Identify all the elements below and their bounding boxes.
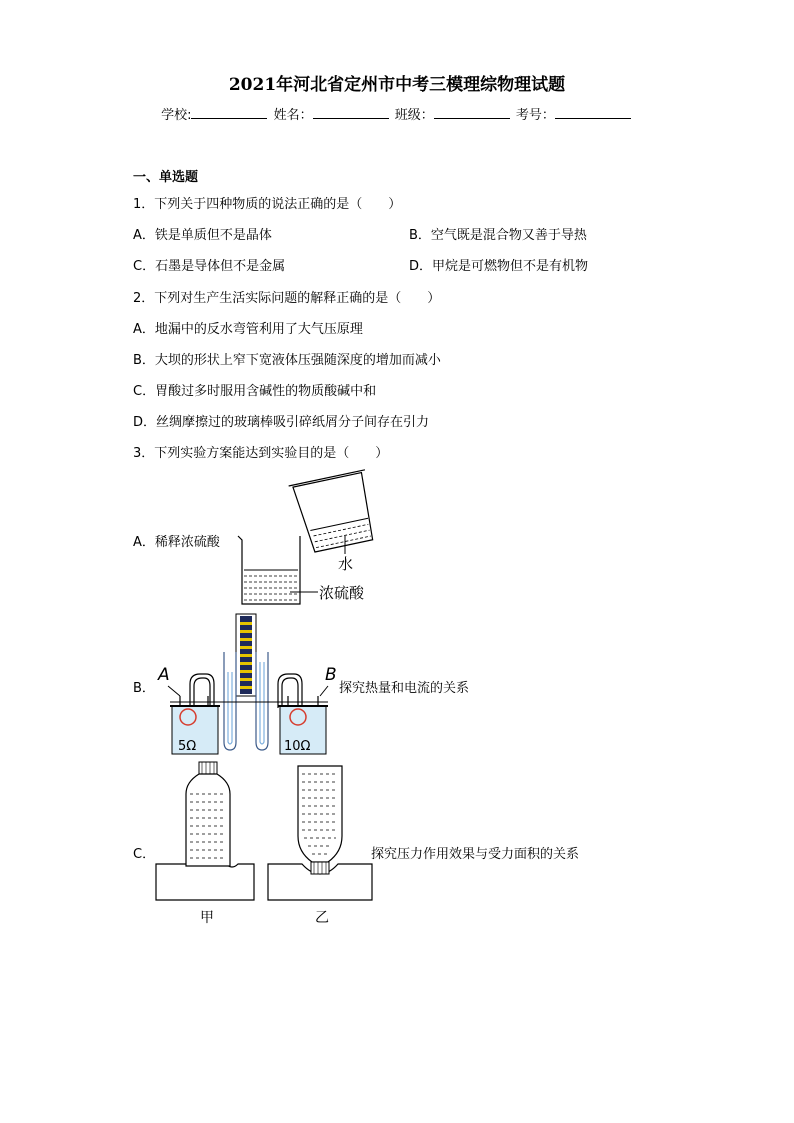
- exam-no-label: 考号：: [515, 108, 555, 123]
- name-label: 姓名：: [273, 108, 313, 123]
- receiving-beaker: [238, 536, 300, 604]
- question-1-option-d: D．甲烷是可燃物但不是有机物: [409, 259, 589, 274]
- question-3-stem: 3．下列实验方案能达到实验目的是（ ）: [133, 446, 389, 461]
- terminal-b-label: B: [325, 665, 337, 685]
- question-2-option-a: A．地漏中的反水弯管利用了大气压原理: [133, 322, 363, 337]
- dilution-figure: [230, 466, 390, 608]
- question-3-option-c-caption: 探究压力作用效果与受力面积的关系: [371, 847, 580, 862]
- section-title: 一、单选题: [133, 170, 199, 185]
- question-2-option-d: D．丝绸摩擦过的玻璃棒吸引碎纸屑分子间存在引力: [133, 415, 430, 430]
- scale-ruler: [236, 614, 256, 696]
- question-3-option-c-label: C．: [133, 847, 156, 862]
- pouring-beaker: [289, 470, 380, 555]
- name-blank: [313, 106, 389, 119]
- question-2-stem: 2．下列对生产生活实际问题的解释正确的是（ ）: [133, 291, 441, 306]
- resistor-right-label: 10Ω: [284, 739, 311, 754]
- question-1-option-b: B．空气既是混合物又善于导热: [409, 228, 587, 243]
- class-blank: [434, 106, 510, 119]
- question-3-option-a-label: A．稀释浓硫酸: [133, 535, 220, 550]
- pressure-figure: [152, 758, 376, 928]
- school-label: 学校:: [161, 108, 192, 123]
- question-3-option-b-caption: 探究热量和电流的关系: [339, 681, 470, 696]
- joule-heat-figure: [150, 612, 340, 760]
- class-label: 班级：: [394, 108, 434, 123]
- question-2-option-c: C．胃酸过多时服用含碱性的物质酸碱中和: [133, 384, 377, 399]
- student-info-line: [0, 104, 794, 123]
- resistor-left-label: 5Ω: [178, 739, 197, 754]
- question-1-stem: 1．下列关于四种物质的说法正确的是（ ）: [133, 197, 402, 212]
- question-1-option-c: C．石墨是导体但不是金属: [133, 259, 286, 274]
- jia-label: 甲: [200, 910, 214, 926]
- water-label: 水: [338, 555, 354, 573]
- bottle-upright: [186, 762, 230, 866]
- school-blank: [191, 106, 267, 119]
- bottle-inverted: [298, 766, 342, 874]
- sponge-jia: [156, 864, 254, 900]
- page-title: 2021年河北省定州市中考三模理综物理试题: [228, 75, 566, 95]
- yi-label: 乙: [315, 910, 329, 926]
- acid-label: 浓硫酸: [319, 584, 365, 602]
- question-1-option-a: A．铁是单质但不是晶体: [133, 228, 272, 243]
- exam-no-blank: [555, 106, 631, 119]
- terminal-a-label: A: [158, 665, 170, 685]
- question-2-option-b: B．大坝的形状上窄下宽液体压强随深度的增加而减小: [133, 353, 441, 368]
- question-3-option-b-label: B．: [133, 681, 155, 696]
